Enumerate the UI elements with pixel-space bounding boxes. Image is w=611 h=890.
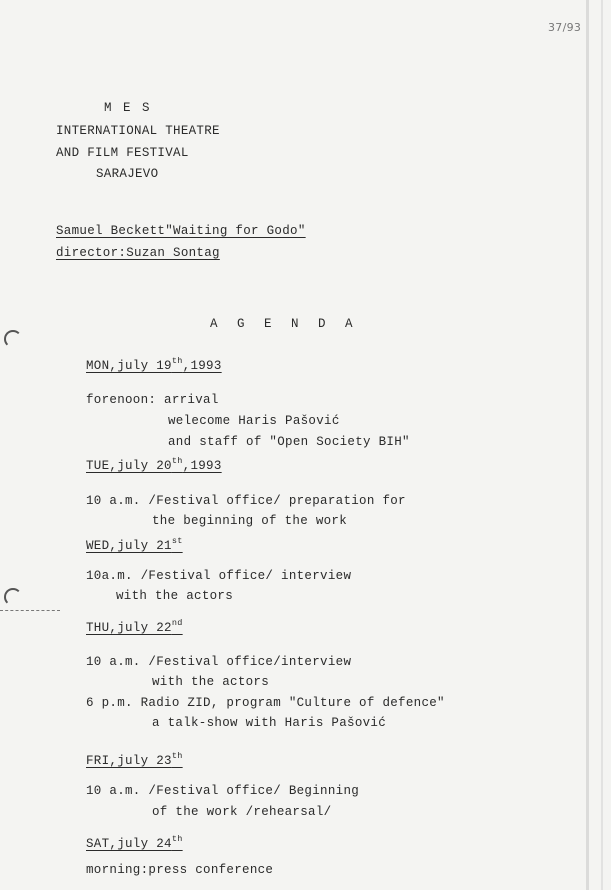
- agenda-date: FRI,july 23th: [86, 751, 183, 768]
- play-title: Samuel Beckett"Waiting for Godo": [56, 224, 306, 238]
- divider: [0, 610, 60, 611]
- agenda-line: with the actors: [116, 589, 234, 603]
- corner-handwritten-mark: 37/93: [548, 21, 582, 34]
- agenda-line: 10 a.m. /Festival office/ Beginning: [86, 784, 360, 798]
- agenda-line: of the work /rehearsal/: [152, 805, 332, 819]
- org-city: SARAJEVO: [96, 167, 159, 181]
- org-name-line2: AND FILM FESTIVAL: [56, 146, 189, 160]
- agenda-heading: A G E N D A: [210, 317, 359, 331]
- agenda-line: and staff of "Open Society BIH": [168, 435, 410, 449]
- agenda-date: TUE,july 20th,1993: [86, 456, 222, 473]
- agenda-line: forenoon: arrival: [86, 393, 219, 407]
- punch-hole-mark: [4, 330, 22, 348]
- agenda-line: welecome Haris Pašović: [168, 414, 340, 428]
- scan-artifact-line: [586, 0, 589, 890]
- org-name-line1: INTERNATIONAL THEATRE: [56, 124, 220, 138]
- punch-hole-mark: [4, 588, 22, 606]
- agenda-date: SAT,july 24th: [86, 834, 183, 851]
- agenda-line: 10 a.m. /Festival office/interview: [86, 655, 352, 669]
- agenda-date: MON,july 19th,1993: [86, 356, 222, 373]
- agenda-line: a talk-show with Haris Pašović: [152, 716, 387, 730]
- agenda-line: with the actors: [152, 675, 270, 689]
- agenda-line: morning:press conference: [86, 863, 274, 877]
- agenda-line: 6 p.m. Radio ZID, program "Culture of defence": [86, 696, 445, 710]
- agenda-line: 10a.m. /Festival office/ interview: [86, 569, 352, 583]
- agenda-date: THU,july 22nd: [86, 618, 183, 635]
- org-acronym: M E S: [104, 101, 152, 115]
- agenda-line: 10 a.m. /Festival office/ preparation for: [86, 494, 406, 508]
- agenda-line: the beginning of the work: [152, 514, 348, 528]
- agenda-date: WED,july 21st: [86, 536, 183, 553]
- scan-artifact-line: [601, 0, 603, 890]
- play-director: director:Suzan Sontag: [56, 246, 220, 260]
